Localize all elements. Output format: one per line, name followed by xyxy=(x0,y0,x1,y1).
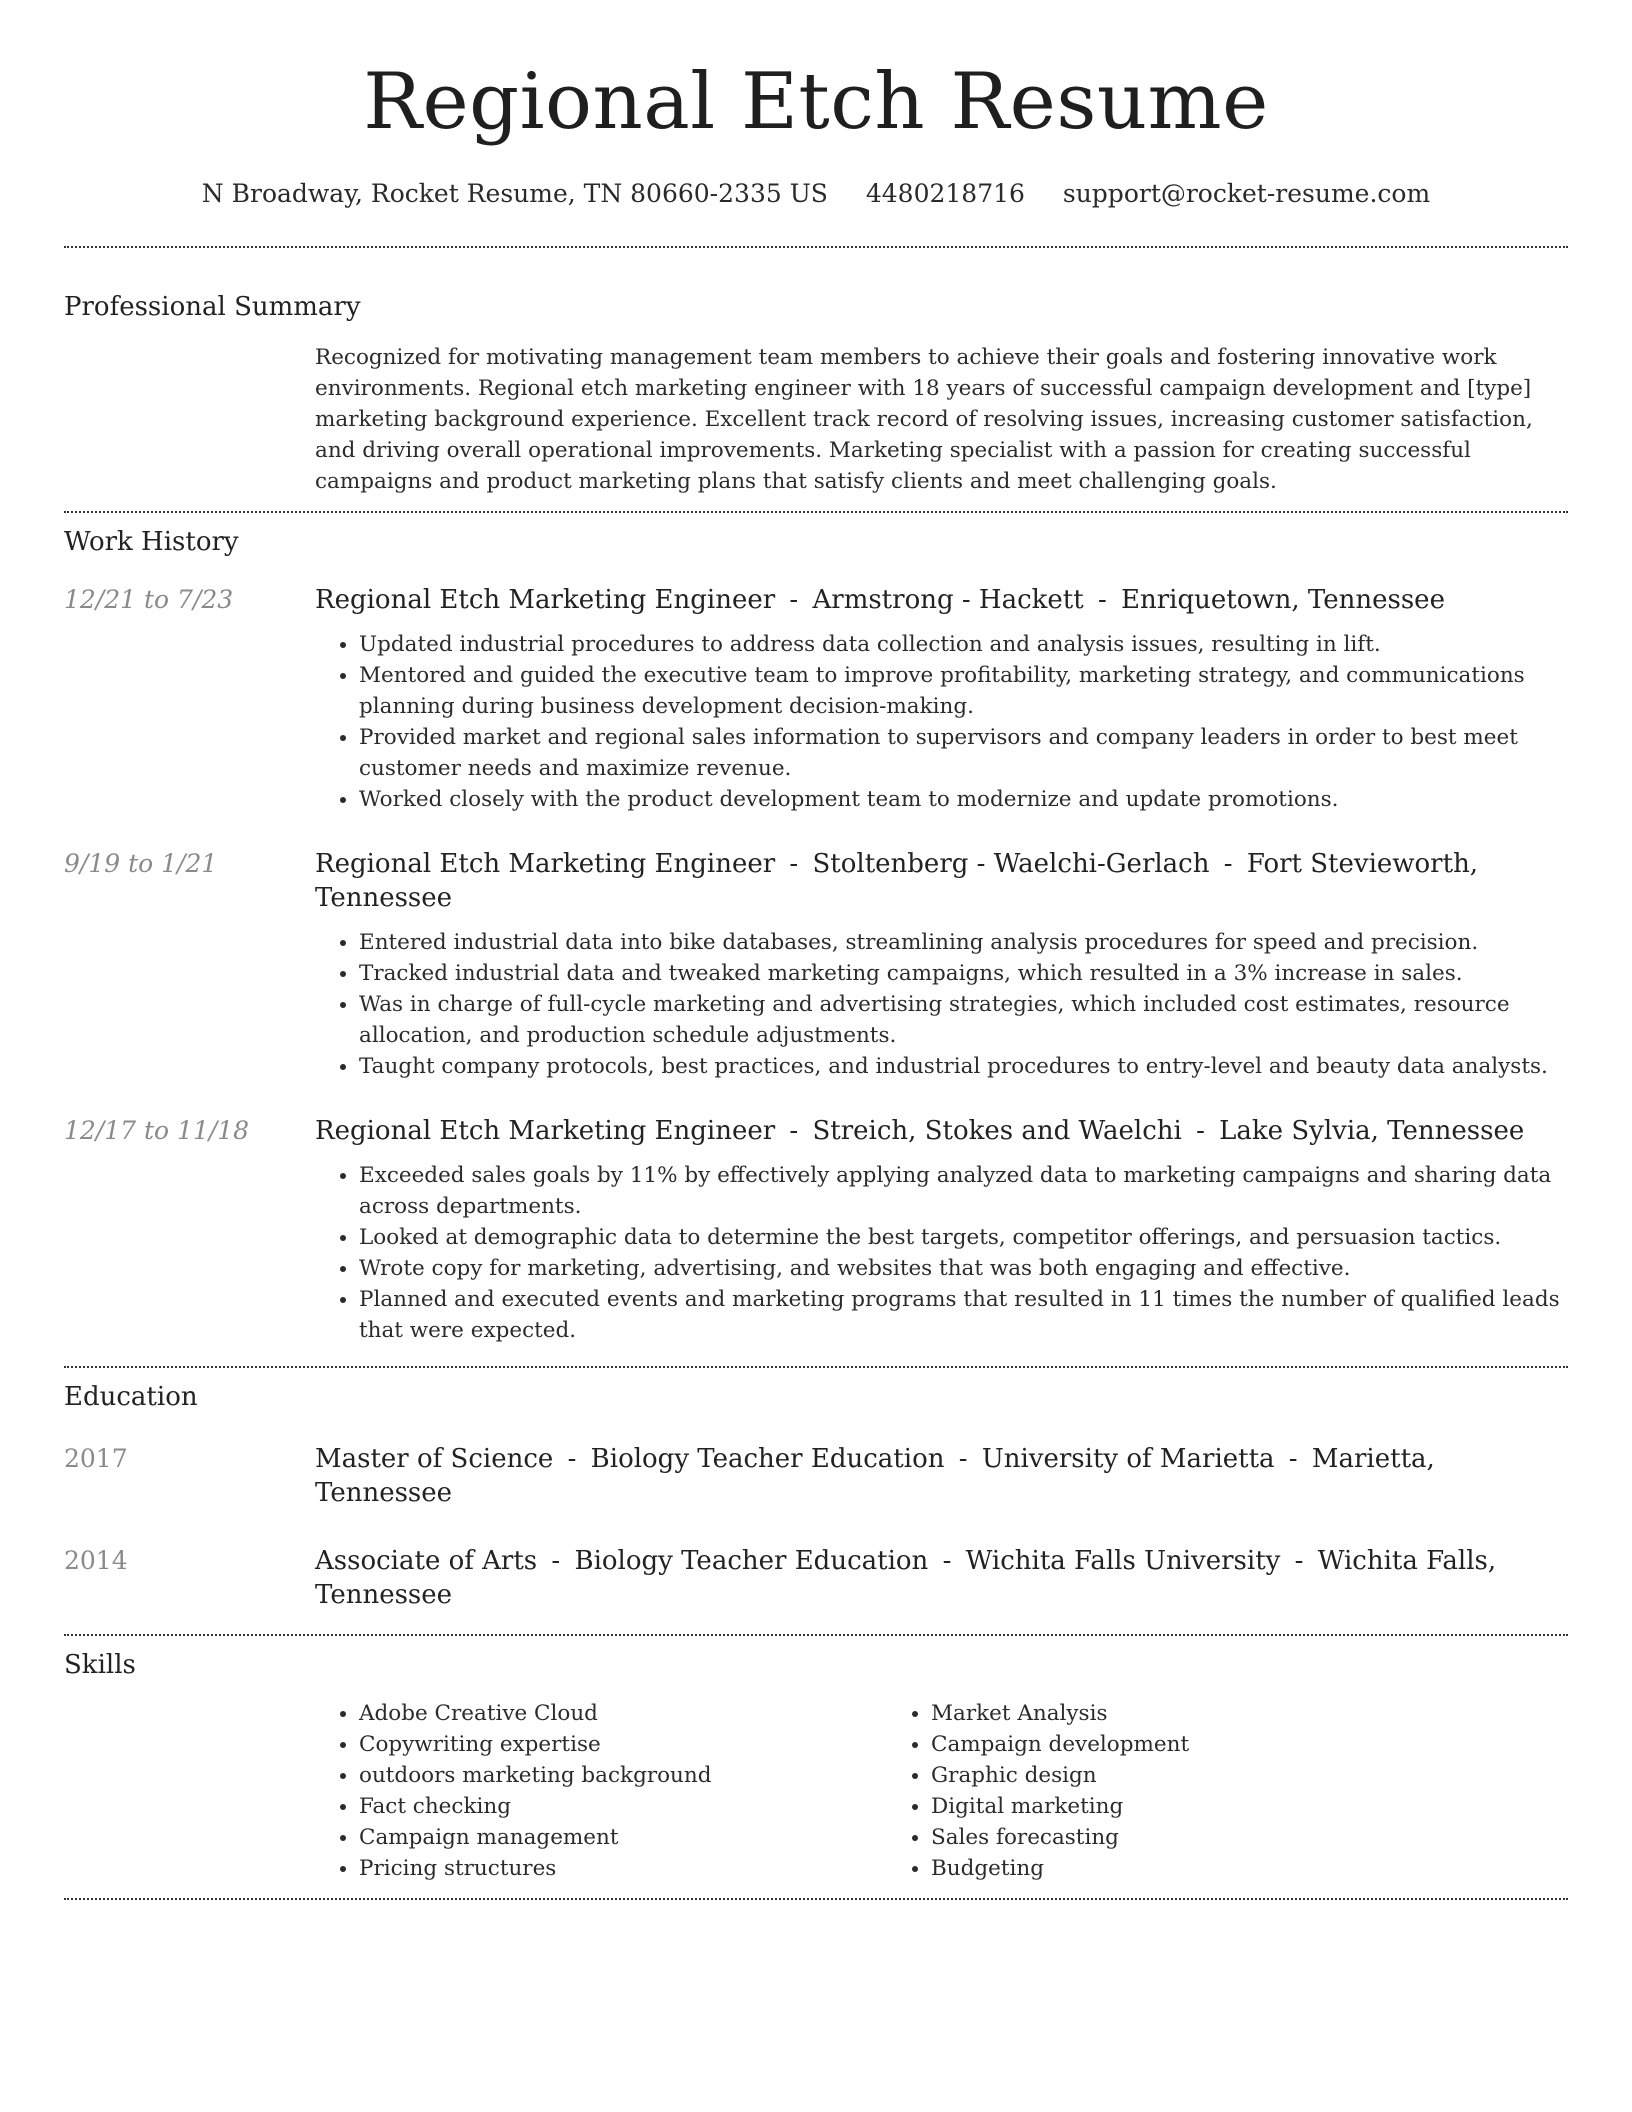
skill-item: • Digital marketing xyxy=(931,1791,1459,1822)
job-bullet: • Wrote copy for marketing, advertising, and websites that was both engaging and effective. xyxy=(359,1253,1568,1284)
skill-item: • Sales forecasting xyxy=(931,1822,1459,1853)
job-body xyxy=(315,847,1568,1082)
job-bullet: • Exceeded sales goals by 11% by effectively applying analyzed data to marketing campaigns and sharing data across departments. xyxy=(359,1160,1568,1222)
job-entry xyxy=(64,847,1568,1082)
separator: - xyxy=(934,1546,960,1576)
skill-item: • Copywriting expertise xyxy=(359,1729,887,1760)
separator: - xyxy=(781,1116,807,1146)
education-entry xyxy=(64,1442,1568,1510)
job-title-line xyxy=(315,583,1568,617)
job-role: Regional Etch Marketing Engineer xyxy=(315,849,776,879)
job-company: Streich, Stokes and Waelchi xyxy=(812,1116,1182,1146)
job-bullets xyxy=(315,629,1568,815)
education-degree: Associate of Arts xyxy=(315,1546,538,1576)
skill-item: • Adobe Creative Cloud xyxy=(359,1698,887,1729)
skill-item: • Graphic design xyxy=(931,1760,1459,1791)
job-body xyxy=(315,1114,1568,1346)
job-body xyxy=(315,583,1568,815)
job-bullet: • Mentored and guided the executive team to improve profitability, marketing strategy, and communications planning during business development decision-making. xyxy=(359,660,1568,722)
separator: - xyxy=(1215,849,1241,879)
education-year: 2017 xyxy=(64,1444,128,1473)
job-location: Lake Sylvia, Tennessee xyxy=(1219,1116,1525,1146)
contact-address: N Broadway, Rocket Resume, TN 80660-2335 US xyxy=(201,179,828,208)
separator: - xyxy=(1089,585,1116,615)
education-location: Marietta, Tennessee xyxy=(315,1444,1435,1508)
separator: - xyxy=(1280,1444,1306,1474)
skill-item: • outdoors marketing background xyxy=(359,1760,887,1791)
skill-item: • Pricing structures xyxy=(359,1853,887,1884)
skill-item: • Budgeting xyxy=(931,1853,1459,1884)
education-year: 2014 xyxy=(64,1546,128,1575)
job-bullet: • Entered industrial data into bike databases, streamlining analysis procedures for speed and precision. xyxy=(359,927,1568,958)
job-bullet: • Was in charge of full-cycle marketing and advertising strategies, which included cost estimates, resource allocation, and production schedule adjustments. xyxy=(359,989,1568,1051)
divider xyxy=(64,511,1568,513)
summary-section xyxy=(64,290,1568,497)
job-role: Regional Etch Marketing Engineer xyxy=(315,1116,776,1146)
divider xyxy=(64,1366,1568,1368)
education-heading: Education xyxy=(64,1382,198,1412)
spacer xyxy=(64,1612,1568,1634)
separator: - xyxy=(950,1444,976,1474)
job-title-line xyxy=(315,847,1568,915)
work-history-heading: Work History xyxy=(64,527,239,557)
skills-columns xyxy=(315,1698,1568,1884)
divider xyxy=(64,246,1568,248)
education-title-line xyxy=(315,1544,1568,1612)
job-bullet: • Tracked industrial data and tweaked marketing campaigns, which resulted in a 3% increase in sales. xyxy=(359,958,1568,989)
education-school: Wichita Falls University xyxy=(965,1546,1281,1576)
summary-heading: Professional Summary xyxy=(64,292,361,322)
education-section xyxy=(64,1380,1568,1634)
job-bullet: • Worked closely with the product development team to modernize and update promotions. xyxy=(359,784,1568,815)
job-company: Armstrong - Hackett xyxy=(812,585,1084,615)
summary-text: Recognized for motivating management team members to achieve their goals and fostering innovative work environments. Regional etch marketing engineer with 18 years of successful campaign development and [type] marketing background experience. Excellent track record of resolving issues, increasing customer satisfaction, and driving overall operational improvements. Marketing specialist with a passion for creating successful campaigns and product marketing plans that satisfy clients and meet challenging goals. xyxy=(315,345,1533,494)
job-dates: 9/19 to 1/21 xyxy=(64,849,218,878)
job-bullet: • Taught company protocols, best practices, and industrial procedures to entry-level and beauty data analysts. xyxy=(359,1051,1568,1082)
education-field: Biology Teacher Education xyxy=(590,1444,945,1474)
job-bullet: • Planned and executed events and marketing programs that resulted in 11 times the number of qualified leads that were expected. xyxy=(359,1284,1568,1346)
job-dates: 12/17 to 11/18 xyxy=(64,1116,250,1145)
separator: - xyxy=(1187,1116,1214,1146)
education-degree: Master of Science xyxy=(315,1444,554,1474)
skills-section xyxy=(64,1648,1568,1884)
job-entry xyxy=(64,583,1568,815)
contact-line xyxy=(64,176,1568,212)
job-bullet: • Looked at demographic data to determine the best targets, competitor offerings, and persuasion tactics. xyxy=(359,1222,1568,1253)
job-bullets xyxy=(315,927,1568,1082)
education-body xyxy=(315,1442,1568,1510)
spacer xyxy=(64,1346,1568,1366)
skill-item: • Market Analysis xyxy=(931,1698,1459,1729)
skills-heading: Skills xyxy=(64,1650,136,1680)
work-history-section xyxy=(64,525,1568,1366)
education-title-line xyxy=(315,1442,1568,1510)
contact-email: support@rocket-resume.com xyxy=(1062,179,1431,208)
separator: - xyxy=(1286,1546,1312,1576)
resume-header xyxy=(64,0,1568,212)
job-bullet: • Updated industrial procedures to address data collection and analysis issues, resulting in lift. xyxy=(359,629,1568,660)
job-bullet: • Provided market and regional sales information to supervisors and company leaders in order to best meet customer needs and maximize revenue. xyxy=(359,722,1568,784)
contact-phone: 4480218716 xyxy=(865,179,1025,208)
job-location: Enriquetown, Tennessee xyxy=(1121,585,1445,615)
education-field: Biology Teacher Education xyxy=(574,1546,929,1576)
separator: - xyxy=(543,1546,569,1576)
separator: - xyxy=(559,1444,585,1474)
education-school: University of Marietta xyxy=(981,1444,1275,1474)
separator: - xyxy=(781,849,807,879)
divider xyxy=(64,1898,1568,1900)
job-bullets xyxy=(315,1160,1568,1346)
education-location: Wichita Falls, Tennessee xyxy=(315,1546,1497,1610)
job-title-line xyxy=(315,1114,1568,1148)
job-entry xyxy=(64,1114,1568,1346)
divider xyxy=(64,1634,1568,1636)
resume-name: Regional Etch Resume xyxy=(363,57,1269,147)
education-entry xyxy=(64,1544,1568,1612)
job-role: Regional Etch Marketing Engineer xyxy=(315,585,776,615)
job-company: Stoltenberg - Waelchi-Gerlach xyxy=(812,849,1210,879)
job-dates: 12/21 to 7/23 xyxy=(64,585,234,614)
skill-item: • Fact checking xyxy=(359,1791,887,1822)
skill-item: • Campaign development xyxy=(931,1729,1459,1760)
job-location: Fort Stevieworth, Tennessee xyxy=(315,849,1479,913)
skills-left-list xyxy=(315,1698,887,1884)
skills-right-list xyxy=(887,1698,1459,1884)
separator: - xyxy=(781,585,807,615)
education-body xyxy=(315,1544,1568,1612)
skill-item: • Campaign management xyxy=(359,1822,887,1853)
